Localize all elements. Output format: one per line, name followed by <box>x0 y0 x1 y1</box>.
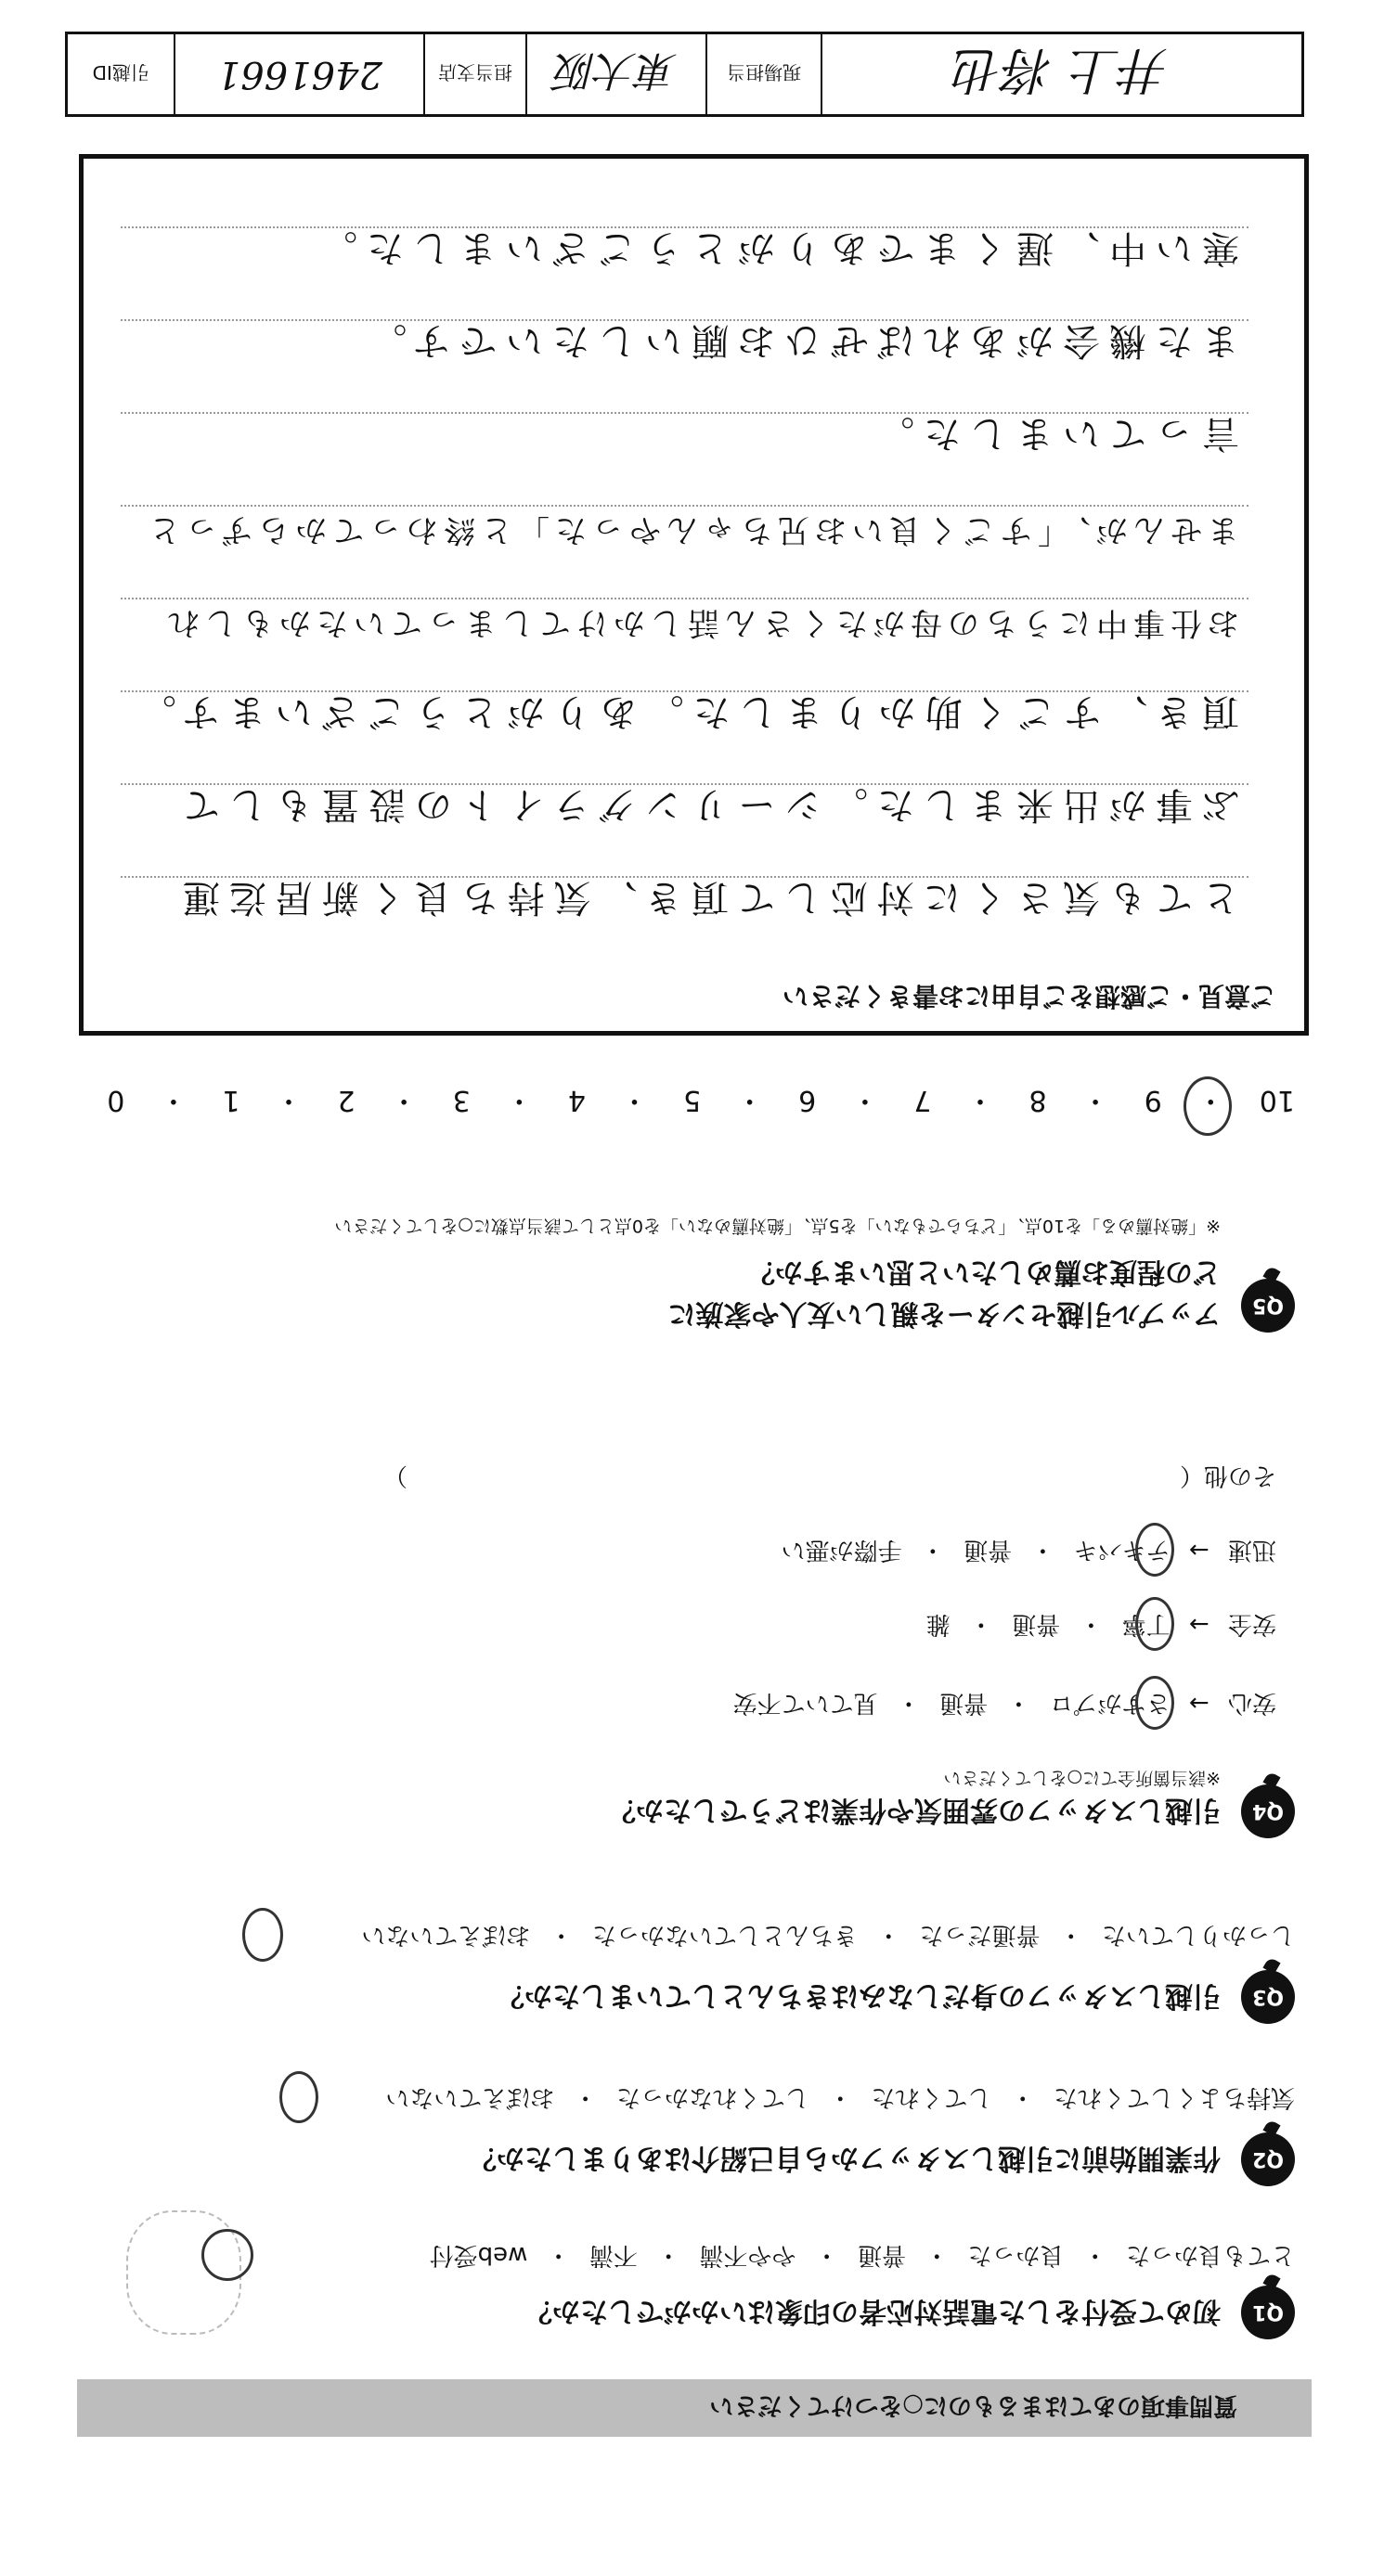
move-id-value: 2461661 <box>174 34 423 114</box>
q4-row-jinsoku[interactable]: 迅速 → テキパキ ・ 普通 ・ 手際が悪い <box>781 1536 1276 1564</box>
q5-title-line1: アップル引越センターを親しい友人や家族に <box>667 1297 1221 1330</box>
comment-line-6: 言っていました。 <box>868 412 1239 455</box>
leader-label: 現場担当 <box>705 34 821 114</box>
q5-icon: Q5 <box>1241 1279 1295 1333</box>
ruled-line <box>121 505 1248 507</box>
q3-icon: Q3 <box>1241 1970 1295 2024</box>
comment-label: ご意見・ご感想をご自由にお書きください <box>782 981 1276 1011</box>
q4-note: ※該当箇所全てに○をしてください <box>943 1768 1221 1788</box>
instruction-banner: 質問事項のあてはまるものに○をつけてください <box>77 2379 1312 2437</box>
q4-row-anshin[interactable]: 安心 → さすがプロ ・ 普通 ・ 見ていて不安 <box>732 1689 1276 1717</box>
ruled-line <box>121 598 1248 599</box>
q2-answer-circle <box>279 2071 318 2123</box>
q4-jinsoku-circle <box>1135 1523 1174 1577</box>
comment-line-5: ませんが、「すごく良いお兄ちゃんやった」と終わってからずっと <box>143 511 1239 548</box>
q1-title: 初めて受付をした電話対応者の印象はいかがでしたか？ <box>524 2295 1221 2327</box>
q2-icon: Q2 <box>1241 2132 1295 2186</box>
q3-title: 引越しスタッフの身だしなみはきちんとしていましたか？ <box>497 1979 1221 2012</box>
q4-row-anzen[interactable]: 安全 → 丁寧 ・ 普通 ・ 雑 <box>925 1610 1276 1638</box>
comment-line-1: とても気さくに対応して頂き、気持ち良く新居迄運 <box>173 876 1239 919</box>
q4-anshin-circle <box>1135 1676 1174 1730</box>
comment-line-3: 頂き、すごく助かりました。ありがとうございます。 <box>129 690 1239 733</box>
q4-title: 引越しスタッフの雰囲気や作業はどうでしたか？ <box>608 1794 1221 1826</box>
comment-line-2: ぶ事が出来ました。シーリングライトの設置もして <box>174 783 1239 826</box>
q1-options[interactable]: とても良かった ・ 良かった ・ 普通 ・ やや不満 ・ 不満 ・ web受付 <box>429 2241 1295 2269</box>
comment-line-4: お仕事中にうちの母がたくさん話しかけてしまっていたかもしれ <box>162 604 1239 641</box>
info-table <box>65 32 1304 117</box>
q5-score-scale[interactable]: 10 ・ 9 ・ 8 ・ 7 ・ 6 ・ 5 ・ 4 ・ 3 ・ 2 ・ 1 ・ 0 <box>107 1084 1295 1116</box>
comment-box[interactable] <box>79 154 1309 1036</box>
q2-options[interactable]: 気持ちよくしてくれた ・ してくれた ・ してくれなかった ・ おぼえていない <box>385 2083 1295 2111</box>
move-id-label: 引越ID <box>92 61 149 84</box>
q3-options[interactable]: しっかりしていた ・ 普通だった ・ きちんとしていなかった ・ おぼえていない <box>361 1921 1295 1949</box>
comment-line-8: 寒い中、遅くまでありがとうございました。 <box>311 226 1239 269</box>
q3-answer-circle <box>242 1908 283 1962</box>
q2-title: 作業開始前に引越しスタッフから自己紹介はありましたか？ <box>469 2142 1221 2174</box>
q4-anzen-circle <box>1135 1597 1174 1651</box>
q5-score-circle <box>1184 1076 1232 1136</box>
leader-name: 井上 将也 <box>821 34 1301 114</box>
q4-icon: Q4 <box>1241 1784 1295 1838</box>
q1-icon: Q1 <box>1241 2286 1295 2339</box>
branch-label: 担当支店 <box>423 34 525 114</box>
branch-name: 東大阪 <box>525 34 705 114</box>
q5-title-line2: どの程度お薦めしたいと思いますか？ <box>747 1256 1221 1288</box>
q4-other[interactable]: その他（ ） <box>382 1462 1276 1489</box>
q1-answer-circle <box>201 2229 253 2281</box>
q5-note: ※「絶対薦める」を10点、「どちらでもない」を5点、「絶対薦めない」を0点として該当点数に○をしてください <box>334 1216 1221 1236</box>
comment-line-7: また機会があればぜひお願いしたいです。 <box>360 319 1239 362</box>
